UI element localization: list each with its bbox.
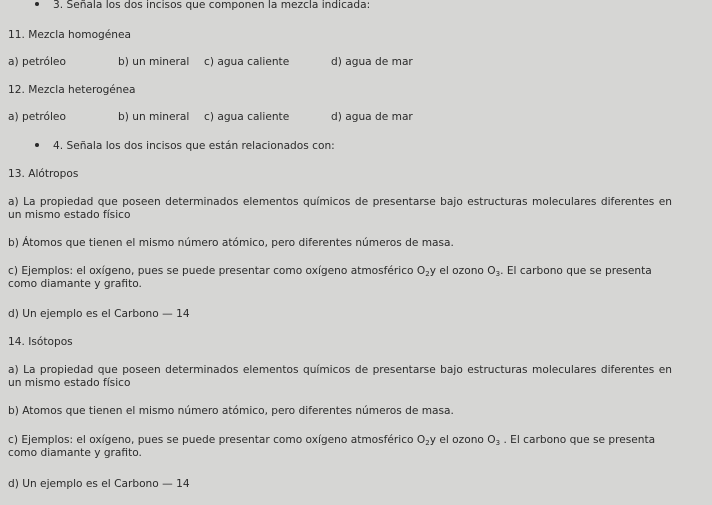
question-14-title: 14. Isótopos	[8, 336, 73, 348]
question-13-title: 13. Alótropos	[8, 168, 79, 180]
q13-option-c	[8, 265, 672, 290]
q12-option-a: a) petróleo	[8, 111, 66, 123]
q11-option-a: a) petróleo	[8, 56, 66, 68]
q14-c-text-1: c) Ejemplos: el oxígeno, pues se puede presentar como oxígeno atmosférico O	[8, 434, 426, 446]
instruction-4	[35, 140, 335, 153]
q13-c-text-2: y el ozono O	[429, 265, 496, 277]
q14-c-text-2: y el ozono O	[429, 434, 496, 446]
question-12-title: 12. Mezcla heterogénea	[8, 84, 136, 96]
q14-option-c	[8, 434, 672, 459]
q14-c-subscript-2: 3	[495, 439, 501, 447]
q12-option-b: b) un mineral	[118, 111, 190, 123]
q13-option-d: d) Un ejemplo es el Carbono — 14	[8, 308, 190, 320]
q14-option-d: d) Un ejemplo es el Carbono — 14	[8, 478, 190, 490]
q14-c-text-3: . El carbono que se presenta como diamante y grafito.	[8, 434, 656, 459]
bullet-icon	[35, 143, 39, 147]
q11-option-b: b) un mineral	[118, 56, 190, 68]
question-11-title: 11. Mezcla homogénea	[8, 29, 132, 41]
q13-c-subscript-1: 2	[425, 270, 430, 278]
bullet-icon	[35, 2, 39, 6]
q14-option-b: b) Atomos que tienen el mismo número atómico, pero diferentes números de masa.	[8, 405, 454, 417]
q13-option-a: a) La propiedad que poseen determinados elementos químicos de presentarse bajo estructuras moleculares diferentes en un mismo estado físico	[8, 196, 672, 221]
q13-c-text-1: c) Ejemplos: el oxígeno, pues se puede presentar como oxígeno atmosférico O	[8, 265, 426, 277]
instruction-4-text: 4. Señala los dos incisos que están relacionados con:	[53, 140, 335, 152]
q14-option-a: a) La propiedad que poseen determinados elementos químicos de presentarse bajo estructuras moleculares diferentes en un mismo estado físico	[8, 364, 672, 389]
q12-option-c: c) agua caliente	[204, 111, 290, 123]
q12-option-d: d) agua de mar	[331, 111, 413, 123]
instruction-3-text: 3. Señala los dos incisos que componen la mezcla indicada:	[53, 0, 371, 11]
q11-option-c: c) agua caliente	[204, 56, 290, 68]
q13-c-subscript-2: 3	[495, 270, 501, 278]
q13-option-b: b) Átomos que tienen el mismo número atómico, pero diferentes números de masa.	[8, 237, 454, 249]
q11-option-d: d) agua de mar	[331, 56, 413, 68]
q14-c-subscript-1: 2	[425, 439, 430, 447]
q13-c-text-3: . El carbono que se presenta como diamante y grafito.	[8, 265, 652, 290]
instruction-3	[35, 0, 370, 12]
